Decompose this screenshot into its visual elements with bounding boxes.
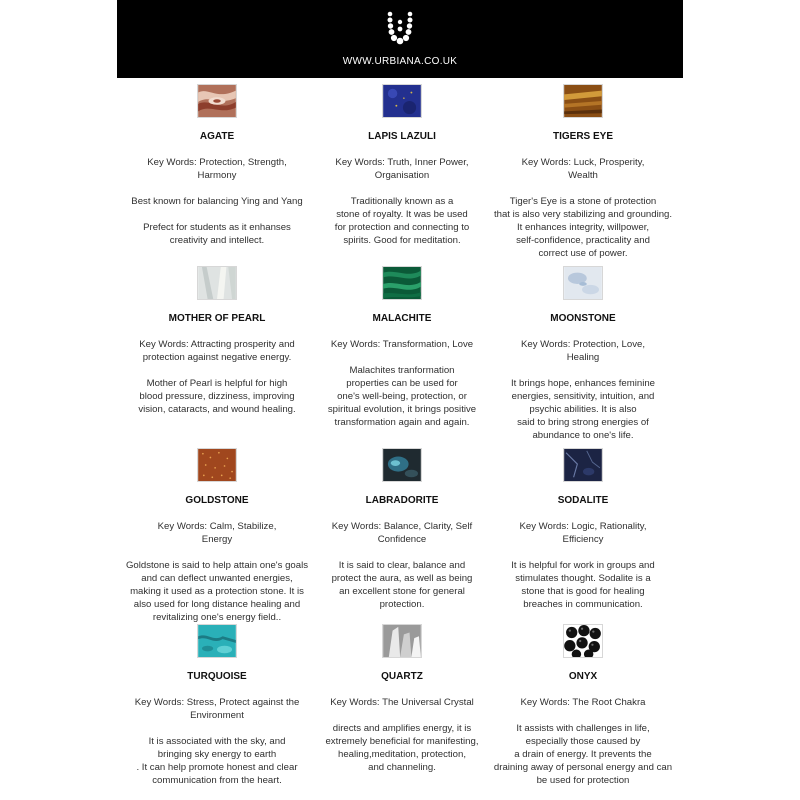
- stone-card-moonstone: [485, 266, 681, 442]
- stone-name: MOONSTONE: [550, 313, 616, 324]
- moonstone-swatch-icon: [563, 266, 603, 300]
- stone-description: Key Words: Stress, Protect against the Environment It is associated with the sky, and bringing sky energy to earth . It can help promote honest and clear communication from the heart.: [134, 697, 300, 786]
- stone-name: MALACHITE: [372, 313, 432, 324]
- goldstone-swatch-icon: [197, 448, 237, 482]
- stone-name: TIGERS EYE: [552, 131, 613, 142]
- stone-name: SODALITE: [557, 495, 609, 506]
- onyx-swatch-icon: [563, 624, 603, 658]
- stone-card-mother-of-pearl: [119, 266, 315, 416]
- stone-card-malachite: [304, 266, 500, 429]
- stone-description: Key Words: Transformation, Love Malachites tranformation properties can be used for one's well-being, protection, or spiritual evolution, it brings positive transformation again and again.: [327, 339, 477, 428]
- stone-name: GOLDSTONE: [185, 495, 249, 506]
- stone-card-labradorite: [304, 448, 500, 611]
- sodalite-swatch-icon: [563, 448, 603, 482]
- tigers-eye-swatch-icon: [563, 84, 603, 118]
- stone-description: Key Words: The Universal Crystal directs and amplifies energy, it is extremely beneficial for manifesting, healing,meditation, protection, and channeling.: [325, 697, 479, 773]
- stone-description: Key Words: Calm, Stabilize, Energy Goldstone is said to help attain one's goals and can deflect unwanted energies, making it used as a protection stone. It is also used for long distance healing and revitalizing one's energy field..: [125, 521, 309, 623]
- stone-description: Key Words: Protection, Strength, Harmony Best known for balancing Ying and Yang Prefect for students as it enhanses creativity and intellect.: [131, 157, 303, 246]
- labradorite-swatch-icon: [382, 448, 422, 482]
- stone-card-turquoise: [119, 624, 315, 787]
- necklace-logo-icon: [385, 8, 415, 50]
- stone-card-agate: [119, 84, 315, 247]
- stone-card-sodalite: [485, 448, 681, 611]
- stone-description: Key Words: Logic, Rationality, Efficiency It is helpful for work in groups and stimulates thought. Sodalite is a stone that is good for healing breaches in communication.: [511, 521, 655, 610]
- stone-name: QUARTZ: [381, 671, 423, 682]
- stone-name: MOTHER OF PEARL: [168, 313, 266, 324]
- stone-description: Key Words: Balance, Clarity, Self Confidence It is said to clear, balance and protect the aura, as well as being an excellent stone for general protection.: [331, 521, 473, 610]
- stone-card-onyx: [485, 624, 681, 787]
- stone-description: Key Words: Attracting prosperity and protection against negative energy. Mother of Pearl is helpful for high blood pressure, dizziness, improving vision, cataracts, and wound healing.: [138, 339, 296, 415]
- website-url: WWW.URBIANA.CO.UK: [342, 56, 458, 67]
- stone-description: Key Words: Protection, Love, Healing It brings hope, enhances feminine energies, sensitivity, intuition, and psychic abilities. It is also said to bring strong energies of abundance to one's life.: [511, 339, 655, 441]
- stone-description: Key Words: Luck, Prosperity, Wealth Tiger's Eye is a stone of protection that is also very stabilizing and grounding. It enhances integrity, willpower, self-confidence, practicality and correct use of power.: [493, 157, 673, 259]
- stone-name: LAPIS LAZULI: [368, 131, 436, 142]
- stone-card-tigers-eye: [485, 84, 681, 260]
- stone-name: ONYX: [568, 671, 598, 682]
- header-banner: [117, 0, 683, 78]
- stone-description: Key Words: Truth, Inner Power, Organisation Traditionally known as a stone of royalty. It was be used for protection and connecting to spirits. Good for meditation.: [334, 157, 470, 246]
- stone-card-quartz: [304, 624, 500, 774]
- stone-card-lapis-lazuli: [304, 84, 500, 247]
- lapis-lazuli-swatch-icon: [382, 84, 422, 118]
- stone-card-goldstone: [119, 448, 315, 624]
- stone-description: Key Words: The Root Chakra It assists with challenges in life, especially those caused by a drain of energy. It prevents the draining away of personal energy and can be used for protection: [493, 697, 673, 786]
- quartz-swatch-icon: [382, 624, 422, 658]
- stone-name: AGATE: [199, 131, 235, 142]
- stone-name: LABRADORITE: [365, 495, 439, 506]
- agate-swatch-icon: [197, 84, 237, 118]
- malachite-swatch-icon: [382, 266, 422, 300]
- stone-name: TURQUOISE: [187, 671, 247, 682]
- mother-of-pearl-swatch-icon: [197, 266, 237, 300]
- turquoise-swatch-icon: [197, 624, 237, 658]
